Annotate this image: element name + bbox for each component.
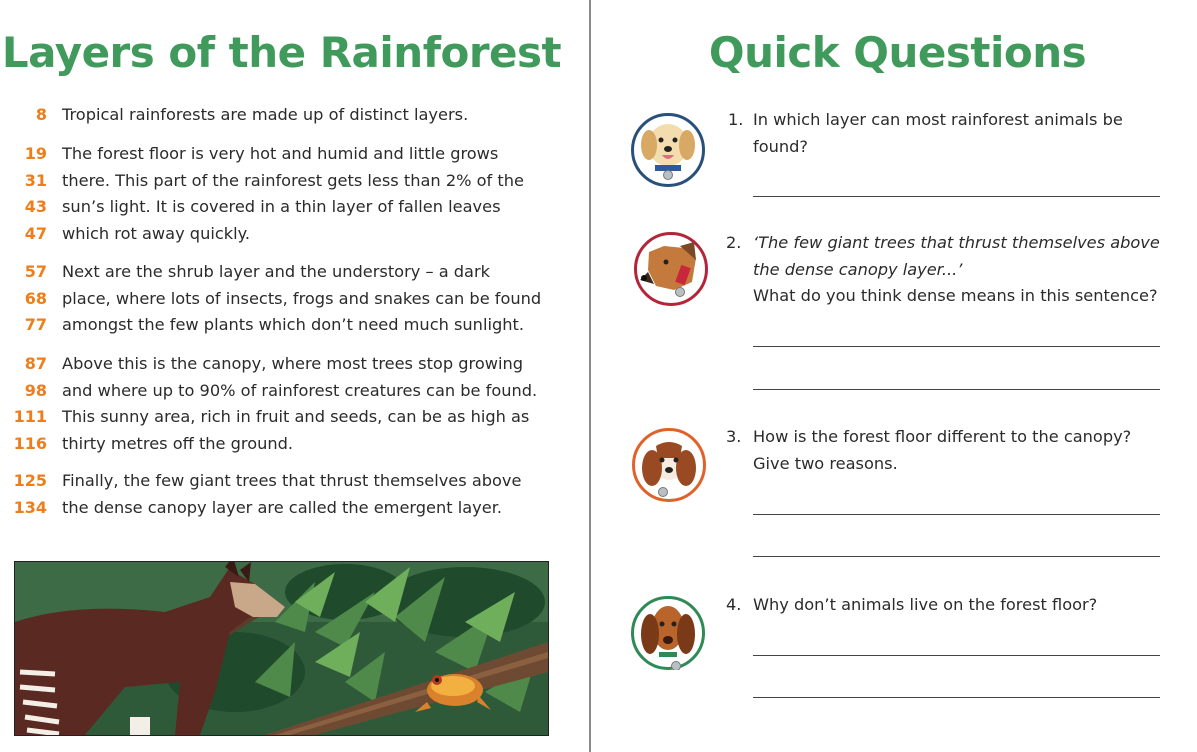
line-number: 134 bbox=[13, 497, 47, 517]
left-page-title: Layers of the Rainforest bbox=[1, 28, 562, 77]
question-line: How is the forest floor different to the canopy? bbox=[753, 427, 1132, 446]
line-number: 47 bbox=[24, 223, 47, 243]
line-number: 98 bbox=[24, 380, 47, 400]
line-number: 116 bbox=[13, 433, 47, 453]
line-text: Above this is the canopy, where most trees stop growing bbox=[62, 354, 523, 373]
question-line: found? bbox=[753, 136, 808, 156]
text-line bbox=[0, 378, 560, 405]
line-text: sun’s light. It is covered in a thin layer of fallen leaves bbox=[62, 197, 501, 216]
line-number: 31 bbox=[24, 170, 47, 190]
question-number: 1. bbox=[728, 110, 744, 129]
line-number: 43 bbox=[24, 197, 47, 216]
answer-line[interactable] bbox=[753, 196, 1160, 197]
question-number: 2. bbox=[726, 233, 742, 252]
text-line bbox=[0, 286, 560, 313]
question-number: 3. bbox=[726, 427, 742, 446]
airedale-terrier-icon bbox=[634, 232, 708, 306]
spaniel-icon bbox=[632, 428, 706, 502]
line-number: 8 bbox=[35, 105, 47, 124]
paragraph-2 bbox=[0, 141, 560, 247]
question-quote-line: ‘The few giant trees that thrust themselves above bbox=[753, 233, 1160, 252]
line-text: the dense canopy layer are called the emergent layer. bbox=[62, 497, 503, 517]
question-line: In which layer can most rainforest animals be bbox=[753, 110, 1123, 129]
line-number: 68 bbox=[24, 288, 47, 308]
question-line: Give two reasons. bbox=[753, 453, 898, 473]
text-line bbox=[0, 221, 560, 248]
answer-line[interactable] bbox=[753, 697, 1160, 698]
answer-line[interactable] bbox=[753, 389, 1160, 390]
answer-line[interactable] bbox=[753, 655, 1160, 656]
text-line bbox=[0, 259, 560, 286]
line-text: place, where lots of insects, frogs and snakes can be found bbox=[62, 288, 542, 308]
paragraph-4 bbox=[0, 351, 560, 457]
text-line bbox=[0, 168, 560, 195]
paragraph-3 bbox=[0, 259, 560, 339]
answer-line[interactable] bbox=[753, 514, 1160, 515]
text-line bbox=[0, 495, 560, 522]
line-text: Tropical rainforests are made up of distinct layers. bbox=[62, 105, 469, 124]
text-line bbox=[0, 102, 560, 129]
text-line bbox=[0, 312, 560, 339]
bloodhound-icon bbox=[631, 596, 705, 670]
page-divider bbox=[589, 0, 591, 752]
text-line bbox=[0, 194, 560, 221]
text-line bbox=[0, 431, 560, 458]
line-text: This sunny area, rich in fruit and seeds, can be as high as bbox=[62, 407, 530, 426]
question-4-text bbox=[753, 592, 1173, 619]
question-3-text bbox=[753, 424, 1173, 477]
line-number: 19 bbox=[24, 144, 47, 163]
line-text: which rot away quickly. bbox=[62, 223, 251, 243]
line-text: Next are the shrub layer and the understory – a dark bbox=[62, 262, 490, 281]
paragraph-5 bbox=[0, 468, 560, 521]
rainforest-illustration bbox=[14, 561, 549, 736]
line-number: 77 bbox=[24, 315, 47, 334]
text-line bbox=[0, 141, 560, 168]
line-text: and where up to 90% of rainforest creatures can be found. bbox=[62, 380, 538, 400]
line-text: The forest floor is very hot and humid and little grows bbox=[62, 144, 499, 163]
question-quote-line: the dense canopy layer...’ bbox=[753, 259, 963, 279]
line-number: 87 bbox=[24, 354, 47, 373]
question-number: 4. bbox=[726, 595, 742, 614]
question-2-text bbox=[753, 230, 1183, 310]
answer-line[interactable] bbox=[753, 556, 1160, 557]
answer-line[interactable] bbox=[753, 346, 1160, 347]
line-text: Finally, the few giant trees that thrust themselves above bbox=[62, 471, 522, 490]
golden-retriever-icon bbox=[631, 113, 705, 187]
line-number: 111 bbox=[13, 407, 47, 426]
line-number: 125 bbox=[13, 471, 47, 490]
question-line: Why don’t animals live on the forest floor? bbox=[753, 595, 1098, 614]
text-line bbox=[0, 468, 560, 495]
right-page-title: Quick Questions bbox=[708, 28, 1087, 77]
line-text: amongst the few plants which don’t need much sunlight. bbox=[62, 315, 524, 334]
paragraph-1 bbox=[0, 102, 560, 129]
line-text: thirty metres off the ground. bbox=[62, 433, 294, 453]
text-line bbox=[0, 351, 560, 378]
text-line bbox=[0, 404, 560, 431]
question-line: What do you think dense means in this sentence? bbox=[753, 286, 1158, 305]
line-number: 57 bbox=[24, 262, 47, 281]
question-1-text bbox=[753, 107, 1173, 160]
line-text: there. This part of the rainforest gets less than 2% of the bbox=[62, 170, 524, 190]
